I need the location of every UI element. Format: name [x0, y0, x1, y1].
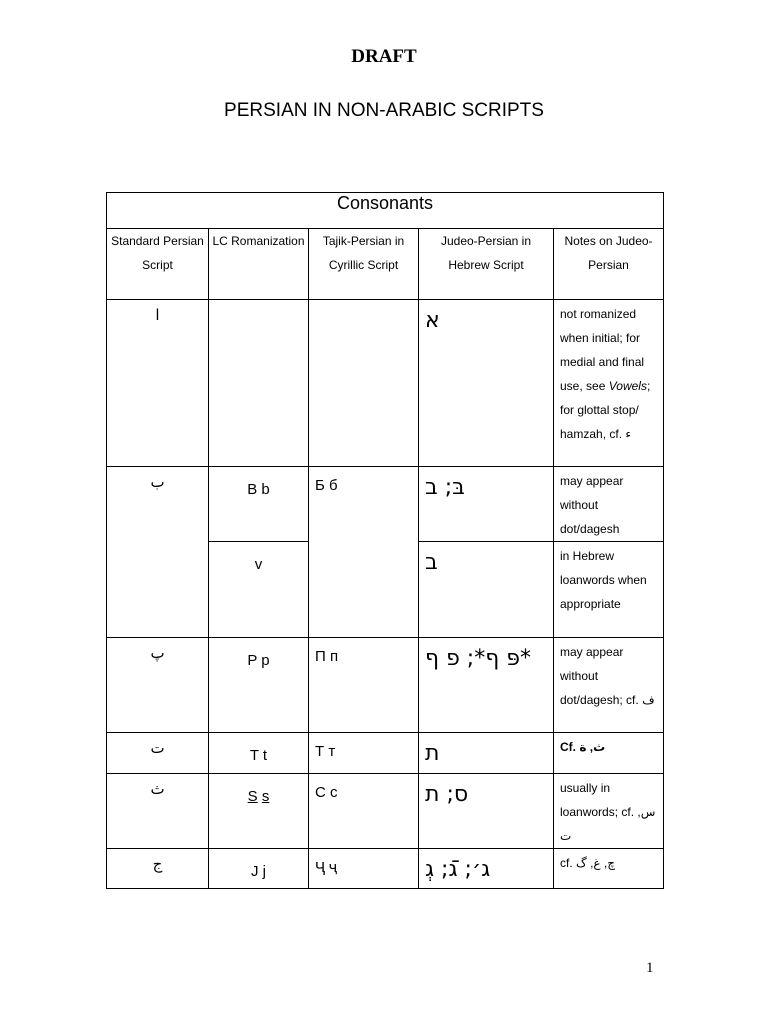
cell-tajik: П п [309, 638, 419, 733]
header-tajik-cyrillic: Tajik-Persian in Cyrillic Script [309, 229, 419, 300]
cell-hebrew: ס; ת [419, 774, 554, 849]
cell-hebrew: ב [419, 542, 554, 638]
header-lc-romanization: LC Romanization [209, 229, 309, 300]
table-caption: Consonants [107, 193, 664, 229]
note-text: not romanized when initial; for medial and final use, see [560, 307, 645, 393]
cell-arabic: ا [107, 300, 209, 467]
table-row [107, 733, 664, 774]
cell-lc: v [209, 542, 309, 638]
cell-note: may appear without dot/dagesh [554, 467, 664, 542]
cell-hebrew: ת [419, 733, 554, 774]
table-row [107, 300, 664, 467]
draft-label: DRAFT [351, 46, 417, 67]
cell-lc [209, 774, 309, 849]
cell-lc: P p [209, 638, 309, 733]
cell-lc [209, 300, 309, 467]
lc-s-lower: s [261, 788, 270, 805]
table-row [107, 638, 664, 733]
header-notes: Notes on Judeo-Persian [554, 229, 664, 300]
cell-hebrew: בּ; ב [419, 467, 554, 542]
table-row [107, 467, 664, 542]
cell-arabic: پ [107, 638, 209, 733]
table-row [107, 849, 664, 889]
cell-hebrew: א [419, 300, 554, 467]
cell-note: Cf. ث, ة [554, 733, 664, 774]
cell-tajik: Б б [309, 467, 419, 638]
cell-arabic: ت [107, 733, 209, 774]
cell-note: usually in loanwords; cf. س, ت [554, 774, 664, 849]
note-vowels-ref: Vowels [608, 379, 647, 393]
header-standard-persian: Standard Persian Script [107, 229, 209, 300]
cell-hebrew: פּ ף*; פ ף* [419, 638, 554, 733]
table-row [107, 774, 664, 849]
lc-s-upper: S [247, 788, 258, 805]
page-number: 1 [646, 960, 654, 976]
cell-note: in Hebrew loanwords when appropriate [554, 542, 664, 638]
page-title: PERSIAN IN NON-ARABIC SCRIPTS [224, 100, 544, 121]
cell-arabic: ث [107, 774, 209, 849]
cell-lc: T t [209, 733, 309, 774]
cell-note [554, 300, 664, 467]
cell-tajik: С с [309, 774, 419, 849]
header-judeo-hebrew: Judeo-Persian in Hebrew Script [419, 229, 554, 300]
cell-hebrew: ג׳; גֿ; גְ [419, 849, 554, 889]
cell-arabic: ج [107, 849, 209, 889]
cell-note: cf. چ, غ, گ [554, 849, 664, 889]
consonants-table [106, 192, 664, 889]
cell-lc: J j [209, 849, 309, 889]
cell-arabic: ب [107, 467, 209, 638]
cell-tajik: Ҷ ҷ [309, 849, 419, 889]
cell-note: may appear without dot/dagesh; cf. ف [554, 638, 664, 733]
cell-tajik: Т т [309, 733, 419, 774]
cell-tajik [309, 300, 419, 467]
cell-lc: B b [209, 467, 309, 542]
note-text: ; for glottal stop/ hamzah, cf. ء [560, 379, 651, 441]
